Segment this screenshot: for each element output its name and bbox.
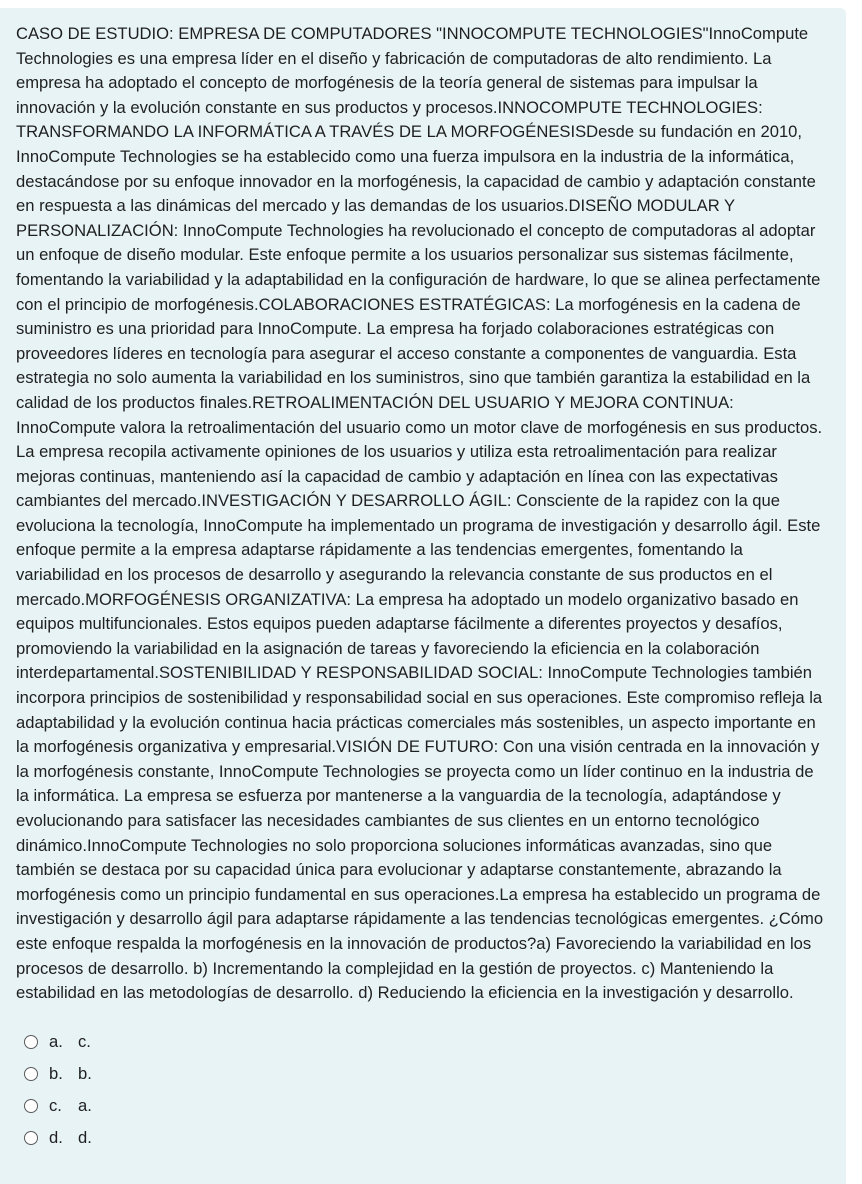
option-b[interactable] [16,1058,828,1090]
radio-button[interactable] [24,1131,38,1145]
question-card [0,8,846,1184]
option-letter: c. [49,1095,62,1115]
radio-button[interactable] [24,1067,38,1081]
option-label: b. [78,1063,92,1083]
option-d[interactable] [16,1122,828,1154]
option-letter: a. [49,1031,63,1051]
option-c[interactable] [16,1090,828,1122]
option-letter: b. [49,1063,63,1083]
radio-button[interactable] [24,1035,38,1049]
question-text: CASO DE ESTUDIO: EMPRESA DE COMPUTADORES "INNOCOMPUTE TECHNOLOGIES"InnoCompute Technologies es una empresa líder en el diseño y fabricación de computadoras de alto rendimiento. La empresa ha adoptado el concepto de morfogénesis de la teoría general de sistemas para impulsar la innovación y la evolución constante en sus productos y procesos.INNOCOMPUTE TECHNOLOGIES: TRANSFORMANDO LA INFORMÁTICA A TRAVÉS DE LA MORFOGÉNESISDesde su fundación en 2010, InnoCompute Technologies se ha establecido como una fuerza impulsora en la industria de la informática, destacándose por su enfoque innovador en la morfogénesis, la capacidad de cambio y adaptación constante en respuesta a las dinámicas del mercado y las demandas de los usuarios.DISEÑO MODULAR Y PERSONALIZACIÓN: InnoCompute Technologies ha revolucionado el concepto de computadoras al adoptar un enfoque de diseño modular. Este enfoque permite a los usuarios personalizar sus sistemas fácilmente, fomentando la variabilidad y la adaptabilidad en la configuración de hardware, lo que se alinea perfectamente con el principio de morfogénesis.COLABORACIONES ESTRATÉGICAS: La morfogénesis en la cadena de suministro es una prioridad para InnoCompute. La empresa ha forjado colaboraciones estratégicas con proveedores líderes en tecnología para asegurar el acceso constante a componentes de vanguardia. Esta estrategia no solo aumenta la variabilidad en los suministros, sino que también garantiza la estabilidad en la calidad de los productos finales.RETROALIMENTACIÓN DEL USUARIO Y MEJORA CONTINUA: InnoCompute valora la retroalimentación del usuario como un motor clave de morfogénesis en sus productos. La empresa recopila activamente opiniones de los usuarios y utiliza esta retroalimentación para realizar mejoras continuas, manteniendo así la capacidad de cambio y adaptación en línea con las expectativas cambiantes del mercado.INVESTIGACIÓN Y DESARROLLO ÁGIL: Consciente de la rapidez con la que evoluciona la tecnología, InnoCompute ha implementado un programa de investigación y desarrollo ágil. Este enfoque permite a la empresa adaptarse rápidamente a las tendencias emergentes, fomentando la variabilidad en los procesos de desarrollo y asegurando la relevancia constante de sus productos en el mercado.MORFOGÉNESIS ORGANIZATIVA: La empresa ha adoptado un modelo organizativo basado en equipos multifuncionales. Estos equipos pueden adaptarse fácilmente a diferentes proyectos y desafíos, promoviendo la variabilidad en la asignación de tareas y favoreciendo la eficiencia en la colaboración interdepartamental.SOSTENIBILIDAD Y RESPONSABILIDAD SOCIAL: InnoCompute Technologies también incorpora principios de sostenibilidad y responsabilidad social en sus operaciones. Este compromiso refleja la adaptabilidad y la evolución continua hacia prácticas comerciales más sostenibles, un aspecto importante en la morfogénesis organizativa y empresarial.VISIÓN DE FUTURO: Con una visión centrada en la innovación y la morfogénesis constante, InnoCompute Technologies se proyecta como un líder continuo en la industria de la informática. La empresa se esfuerza por mantenerse a la vanguardia de la tecnología, adaptándose y evolucionando para satisfacer las necesidades cambiantes de sus clientes en un entorno tecnológico dinámico.InnoCompute Technologies no solo proporciona soluciones informáticas avanzadas, sino que también se destaca por su capacidad única para evolucionar y adaptarse constantemente, abrazando la morfogénesis como un principio fundamental en sus operaciones.La empresa ha establecido un programa de investigación y desarrollo ágil para adaptarse rápidamente a las tendencias tecnológicas emergentes. ¿Cómo este enfoque respalda la morfogénesis en la innovación de productos?a) Favoreciendo la variabilidad en los procesos de desarrollo. b) Incrementando la complejidad en la gestión de proyectos. c) Manteniendo la estabilidad en las metodologías de desarrollo. d) Reduciendo la eficiencia en la investigación y desarrollo. [16,24,824,1003]
answer-options [16,1026,828,1154]
option-label: d. [78,1127,92,1147]
option-a[interactable] [16,1026,828,1058]
radio-button[interactable] [24,1099,38,1113]
option-label: a. [78,1095,92,1115]
option-label: c. [78,1031,91,1051]
option-letter: d. [49,1127,63,1147]
